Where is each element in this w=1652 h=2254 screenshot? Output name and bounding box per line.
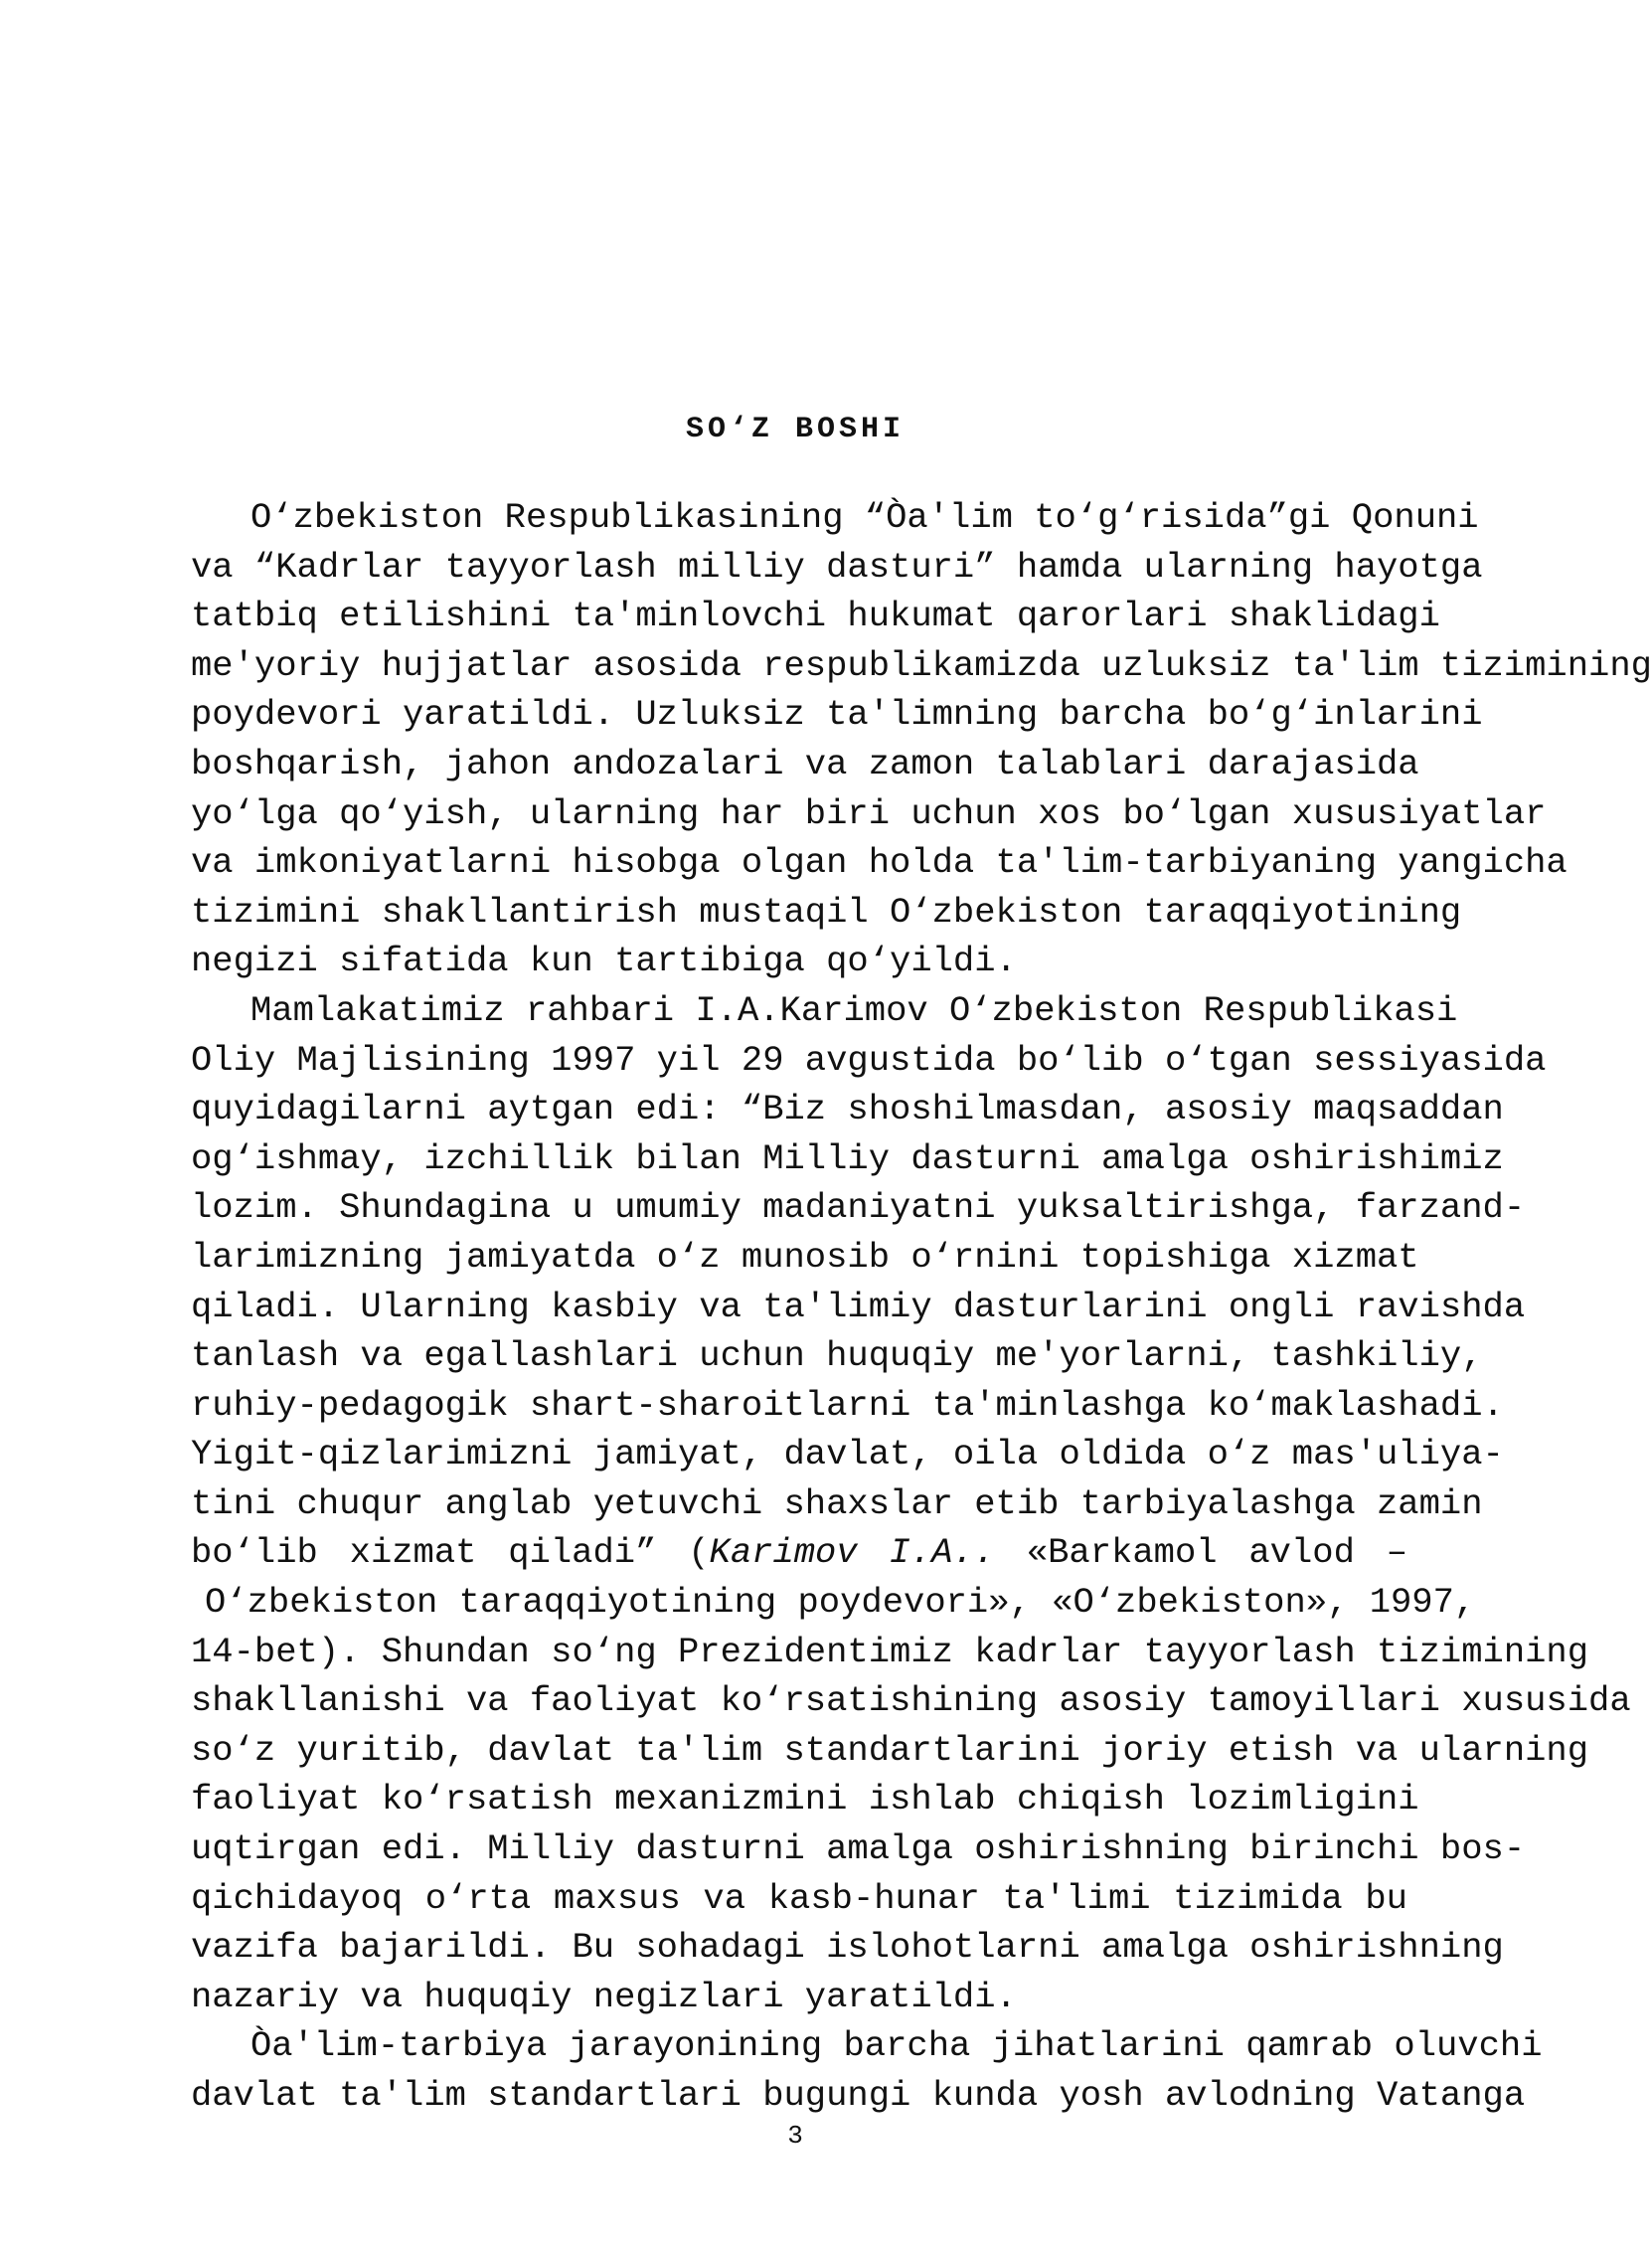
- text-line: qichidayoq o‘rta maxsus va kasb-hunar ta'limi tizimida bu: [191, 1877, 1407, 1919]
- text-line: va imkoniyatlarni hisobga olgan holda ta'lim-tarbiyaning yangicha: [191, 842, 1568, 884]
- citation-author: Karimov I.A..: [709, 1532, 995, 1574]
- text-line: shakllanishi va faoliyat ko‘rsatishining asosiy tamoyillari xususida: [191, 1680, 1631, 1722]
- text-line: tanlash va egallashlari uchun huquqiy me'yorlarni, tashkiliy,: [191, 1335, 1483, 1377]
- text-line: so‘z yuritib, davlat ta'lim standartlarini joriy etish va ularning: [191, 1729, 1589, 1771]
- text-line-citation: [191, 1528, 1407, 1578]
- text-line: lozim. Shundagina u umumiy madaniyatni yuksaltirishga, farzand-: [191, 1187, 1526, 1229]
- text-line: Oliy Majlisining 1997 yil 29 avgustida bo‘lib o‘tgan sessiyasida: [191, 1039, 1547, 1081]
- text-line: larimizning jamiyatda o‘z munosib o‘rnini topishiga xizmat: [191, 1236, 1419, 1278]
- page-title: SO‘Z BOSHI: [685, 413, 906, 446]
- text-line: quyidagilarni aytgan edi: “Biz shoshilmasdan, asosiy maqsaddan: [191, 1089, 1504, 1130]
- text-line: poydevori yaratildi. Uzluksiz ta'limning barcha bo‘g‘inlarini: [191, 694, 1483, 736]
- text-line: va “Kadrlar tayyorlash milliy dasturi” hamda ularning hayotga: [191, 546, 1483, 588]
- text-line: og‘ishmay, izchillik bilan Milliy dasturni amalga oshirishimiz: [191, 1137, 1504, 1179]
- text-line: davlat ta'lim standartlari bugungi kunda yosh avlodning Vatanga: [191, 2075, 1526, 2116]
- body-text: [191, 493, 1652, 2121]
- text-line: O‘zbekiston taraqqiyotining poydevori», «O‘zbekiston», 1997,: [205, 1582, 1476, 1624]
- text-line: tizimini shakllantirish mustaqil O‘zbekiston taraqqiyotining: [191, 891, 1462, 933]
- text-line: ruhiy-pedagogik shart-sharoitlarni ta'minlashga ko‘maklashadi.: [191, 1384, 1504, 1426]
- text-line: uqtirgan edi. Milliy dasturni amalga oshirishning birinchi bos-: [191, 1828, 1526, 1870]
- text-line: Yigit-qizlarimizni jamiyat, davlat, oila oldida o‘z mas'uliya-: [191, 1434, 1504, 1475]
- text-line: O‘zbekiston Respublikasining “Òa'lim to‘g‘risida”gi Qonuni: [250, 497, 1479, 538]
- text-line: nazariy va huquqiy negizlari yaratildi.: [191, 1976, 1017, 2017]
- citation-before: bo‘lib xizmat qiladi” (: [191, 1532, 710, 1574]
- text-line: yo‘lga qo‘yish, ularning har biri uchun xos bo‘lgan xususiyatlar: [191, 792, 1547, 834]
- text-line: boshqarish, jahon andozalari va zamon talablari darajasida: [191, 743, 1419, 784]
- text-line: qiladi. Ularning kasbiy va ta'limiy dasturlarini ongli ravishda: [191, 1286, 1526, 1327]
- text-line: tini chuqur anglab yetuvchi shaxslar etib tarbiyalashga zamin: [191, 1482, 1483, 1524]
- text-line: Mamlakatimiz rahbari I.A.Karimov O‘zbekiston Respublikasi: [250, 989, 1458, 1031]
- citation-after: «Barkamol avlod –: [995, 1532, 1408, 1574]
- text-line: faoliyat ko‘rsatish mexanizmini ishlab chiqish lozimligini: [191, 1779, 1419, 1821]
- text-line: me'yoriy hujjatlar asosida respublikamizda uzluksiz ta'lim tizimining: [191, 644, 1652, 686]
- page-number: 3: [787, 2121, 803, 2151]
- text-line: negizi sifatida kun tartibiga qo‘yildi.: [191, 941, 1017, 982]
- text-line: Òa'lim-tarbiya jarayonining barcha jihatlarini qamrab oluvchi: [250, 2025, 1543, 2067]
- text-line: 14-bet). Shundan so‘ng Prezidentimiz kadrlar tayyorlash tizimining: [191, 1631, 1589, 1672]
- text-line: vazifa bajarildi. Bu sohadagi islohotlarni amalga oshirishning: [191, 1927, 1504, 1969]
- text-line: tatbiq etilishini ta'minlovchi hukumat qarorlari shaklidagi: [191, 596, 1440, 637]
